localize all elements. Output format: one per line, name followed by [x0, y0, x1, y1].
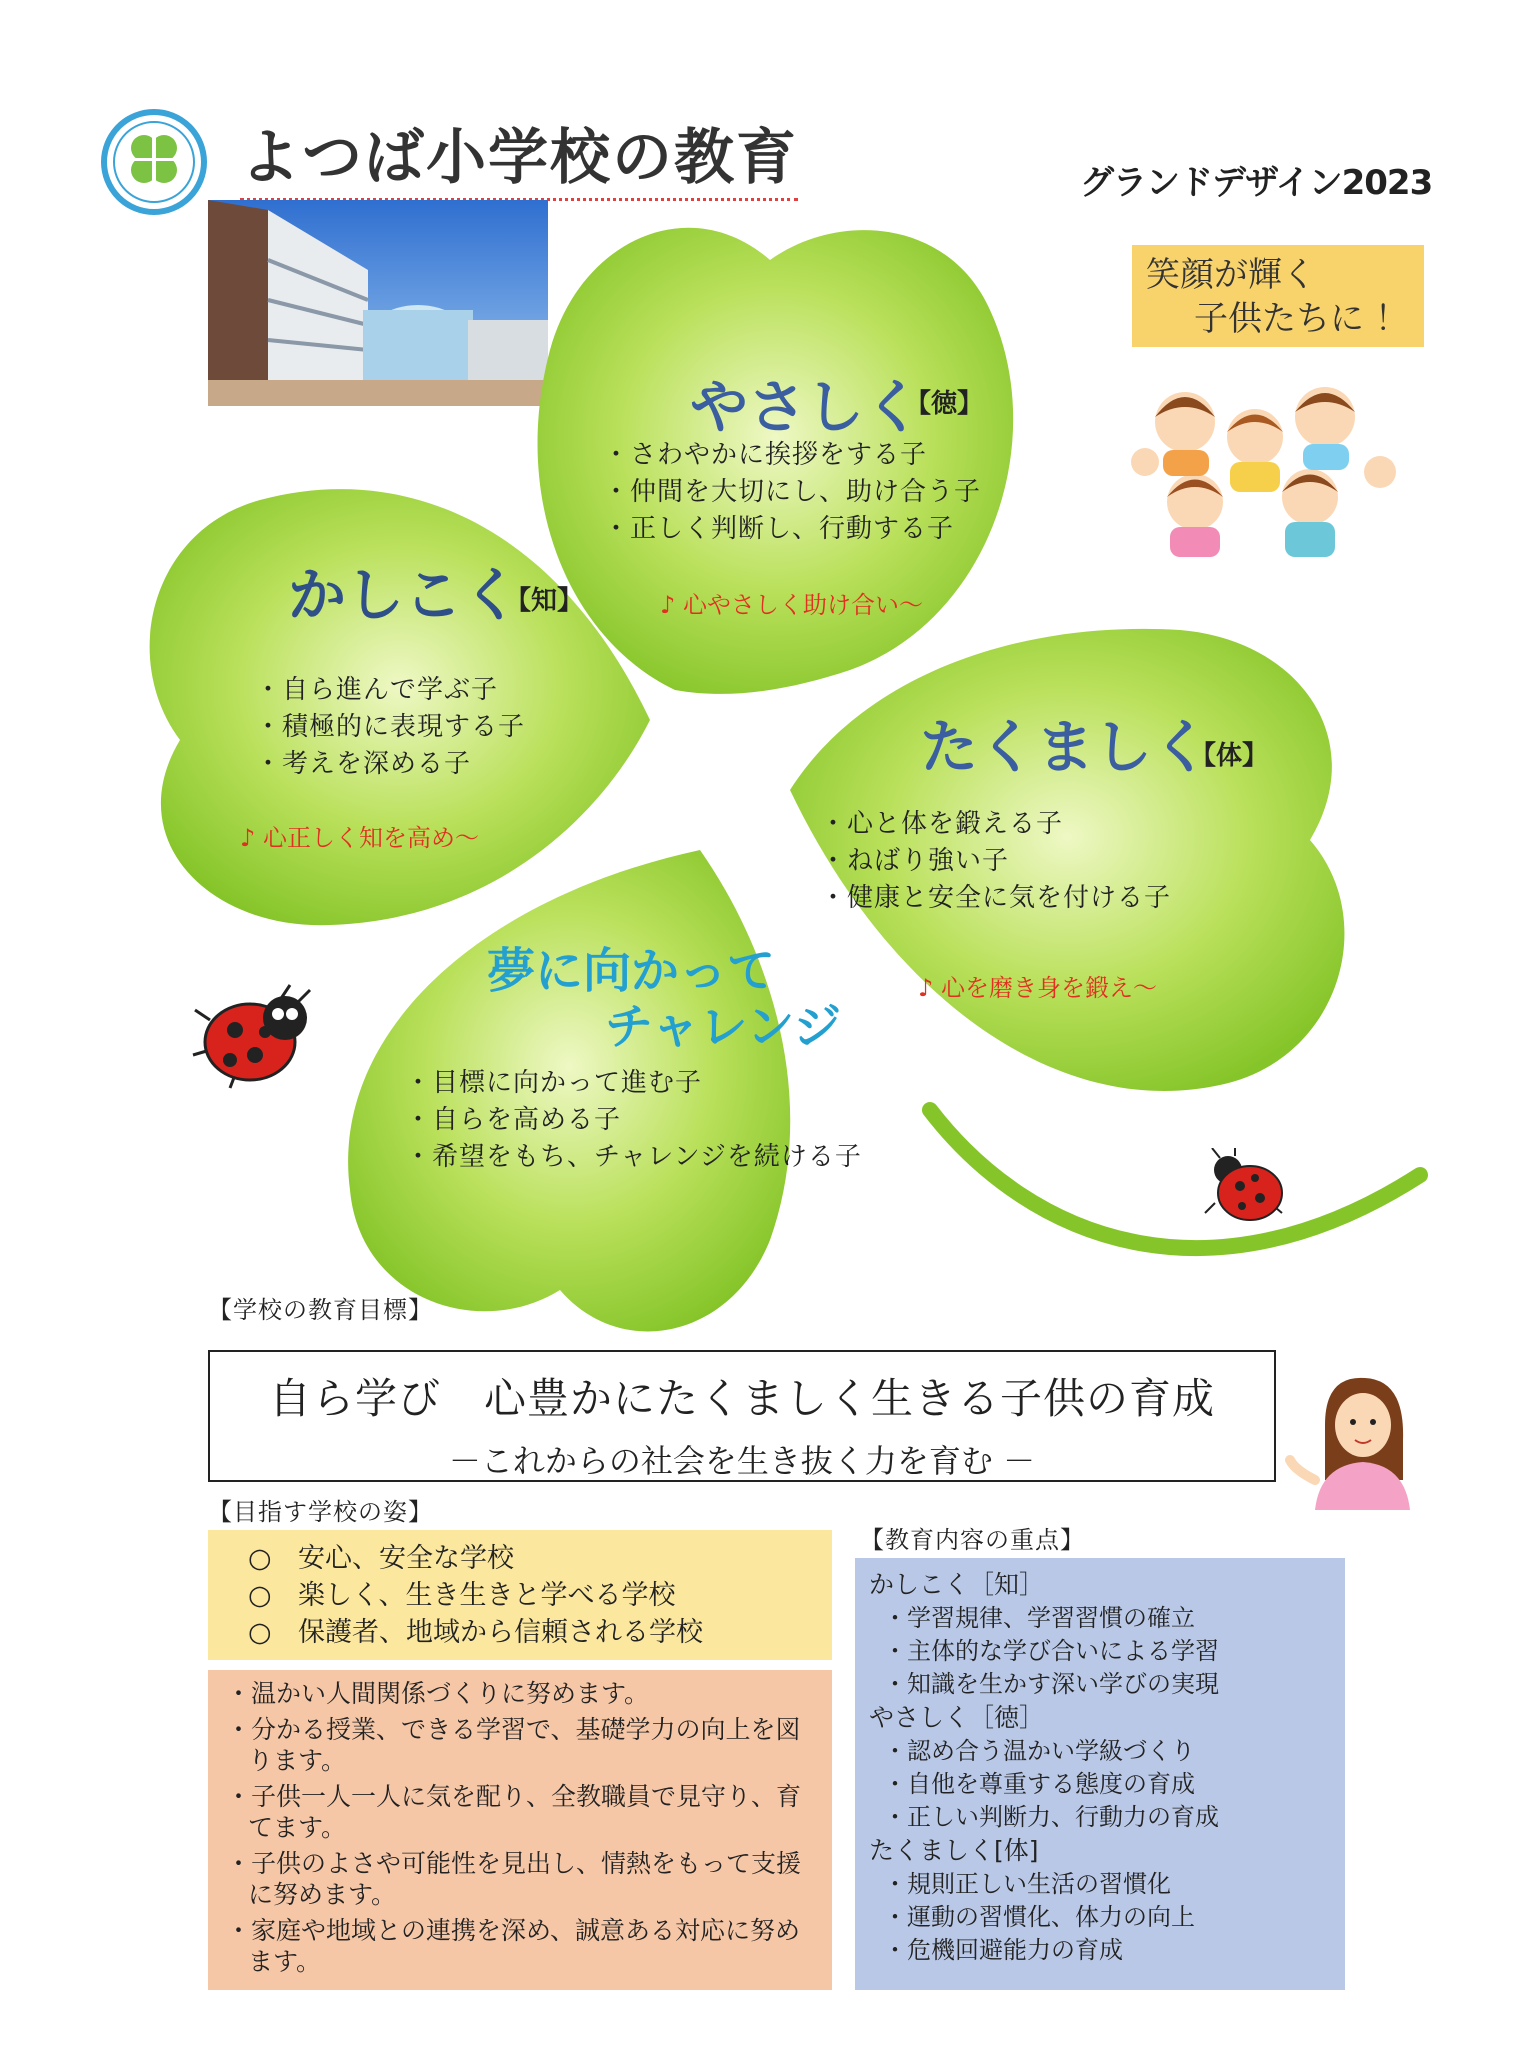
content-focus-box [855, 1558, 1345, 1990]
efforts-box [208, 1670, 832, 1990]
smile-line-2: 子供たちに ！ [1194, 299, 1409, 339]
content-item: ・主体的な学び合いによる学習 [883, 1637, 1219, 1665]
leaf-items-kashikoku [255, 672, 525, 783]
content-item: ・正しい判断力、行動力の育成 [883, 1803, 1219, 1831]
content-item: ・学習規律、学習習慣の確立 [883, 1604, 1195, 1632]
smile-line-1: 笑顔が輝く [1146, 255, 1316, 295]
ladybug-icon [1200, 1148, 1290, 1228]
effort-item: ・子供一人一人に気を配り、全教職員で見守り、育てます。 [226, 1782, 802, 1842]
school-item: ○ 楽しく、生き生きと学べる学校 [248, 1580, 676, 1611]
content-section-label: 【教育内容の重点】 [860, 1526, 1085, 1554]
content-item: ・規則正しい生活の習慣化 [883, 1870, 1171, 1898]
content-category: やさしく［徳］ [869, 1703, 1045, 1732]
leaf-item: ・ねばり強い子 [820, 846, 1010, 876]
leaf-item: ・希望をもち、チャレンジを続ける子 [405, 1142, 862, 1172]
leaf-tag-yasashiku: 【徳】 [905, 389, 984, 419]
content-item: ・知識を生かす深い学びの実現 [883, 1670, 1219, 1698]
goal-sub-text: －これからの社会を生き抜く力を育む － [448, 1442, 1036, 1480]
leaf-tag-kashikoku: 【知】 [505, 586, 584, 616]
content-item: ・危機回避能力の育成 [883, 1936, 1123, 1964]
school-item: ○ 保護者、地域から信頼される学校 [248, 1617, 703, 1648]
page-title: よつば小学校の教育 [240, 110, 798, 201]
leaf-item: ・健康と安全に気を付ける子 [820, 883, 1172, 913]
school-item: ○ 安心、安全な学校 [248, 1543, 514, 1574]
leaf-items-yume [405, 1065, 862, 1176]
leaf-title-yasashiku: やさしく [690, 373, 923, 441]
goal-section-label: 【学校の教育目標】 [208, 1296, 433, 1324]
leaf-items-yasashiku [603, 437, 981, 548]
leaf-item: ・自らを高める子 [405, 1105, 622, 1135]
grand-design-label: グランドデザイン2023 [1080, 163, 1433, 203]
school-section-label: 【目指す学校の姿】 [208, 1498, 433, 1526]
ideal-school-box [208, 1530, 832, 1660]
content-item: ・認め合う温かい学級づくり [883, 1737, 1195, 1765]
content-category: かしこく［知］ [869, 1570, 1045, 1599]
leaf-title-yume-line1: 夢に向かって [487, 943, 776, 999]
effort-item: ・家庭や地域との連携を深め、誠意ある対応に努めます。 [226, 1916, 801, 1976]
teacher-illustration [1285, 1370, 1415, 1510]
leaf-motto-kashikoku: ♪ 心正しく知を高め～ [240, 824, 479, 852]
ladybug-icon [190, 980, 320, 1090]
leaf-title-yume-line2: チャレンジ [605, 999, 842, 1055]
leaf-item: ・考えを深める子 [255, 749, 472, 779]
effort-item: ・分かる授業、できる学習で、基礎学力の向上を図ります。 [226, 1715, 801, 1775]
content-item: ・運動の習慣化、体力の向上 [883, 1903, 1195, 1931]
content-category: たくましく[体] [869, 1836, 1039, 1865]
leaf-item: ・目標に向かって進む子 [405, 1068, 703, 1098]
content-item: ・自他を尊重する態度の育成 [883, 1770, 1195, 1798]
leaf-item: ・さわやかに挨拶をする子 [603, 440, 928, 470]
leaf-motto-takumashiku: ♪ 心を磨き身を鍛え～ [918, 974, 1157, 1002]
leaf-item: ・自ら進んで学ぶ子 [255, 675, 499, 705]
effort-item: ・温かい人間関係づくりに努めます。 [226, 1679, 650, 1708]
effort-item: ・子供のよさや可能性を見出し、情熱をもって支援に努めます。 [226, 1849, 802, 1909]
leaf-items-takumashiku [820, 806, 1171, 917]
leaf-item: ・積極的に表現する子 [255, 712, 526, 742]
leaf-item: ・仲間を大切にし、助け合う子 [603, 477, 982, 507]
education-goal-box [208, 1350, 1276, 1482]
leaf-item: ・心と体を鍛える子 [820, 809, 1064, 839]
leaf-motto-yasashiku: ♪ 心やさしく助け合い～ [660, 591, 923, 619]
leaf-item: ・正しく判断し、行動する子 [603, 514, 955, 544]
goal-main-text: 自ら学び 心豊かにたくましく生きる子供の育成 [268, 1374, 1215, 1423]
leaf-tag-takumashiku: 【体】 [1190, 741, 1269, 771]
leaf-title-takumashiku: たくましく [920, 713, 1211, 781]
leaf-title-kashikoku: かしこく [288, 561, 521, 629]
